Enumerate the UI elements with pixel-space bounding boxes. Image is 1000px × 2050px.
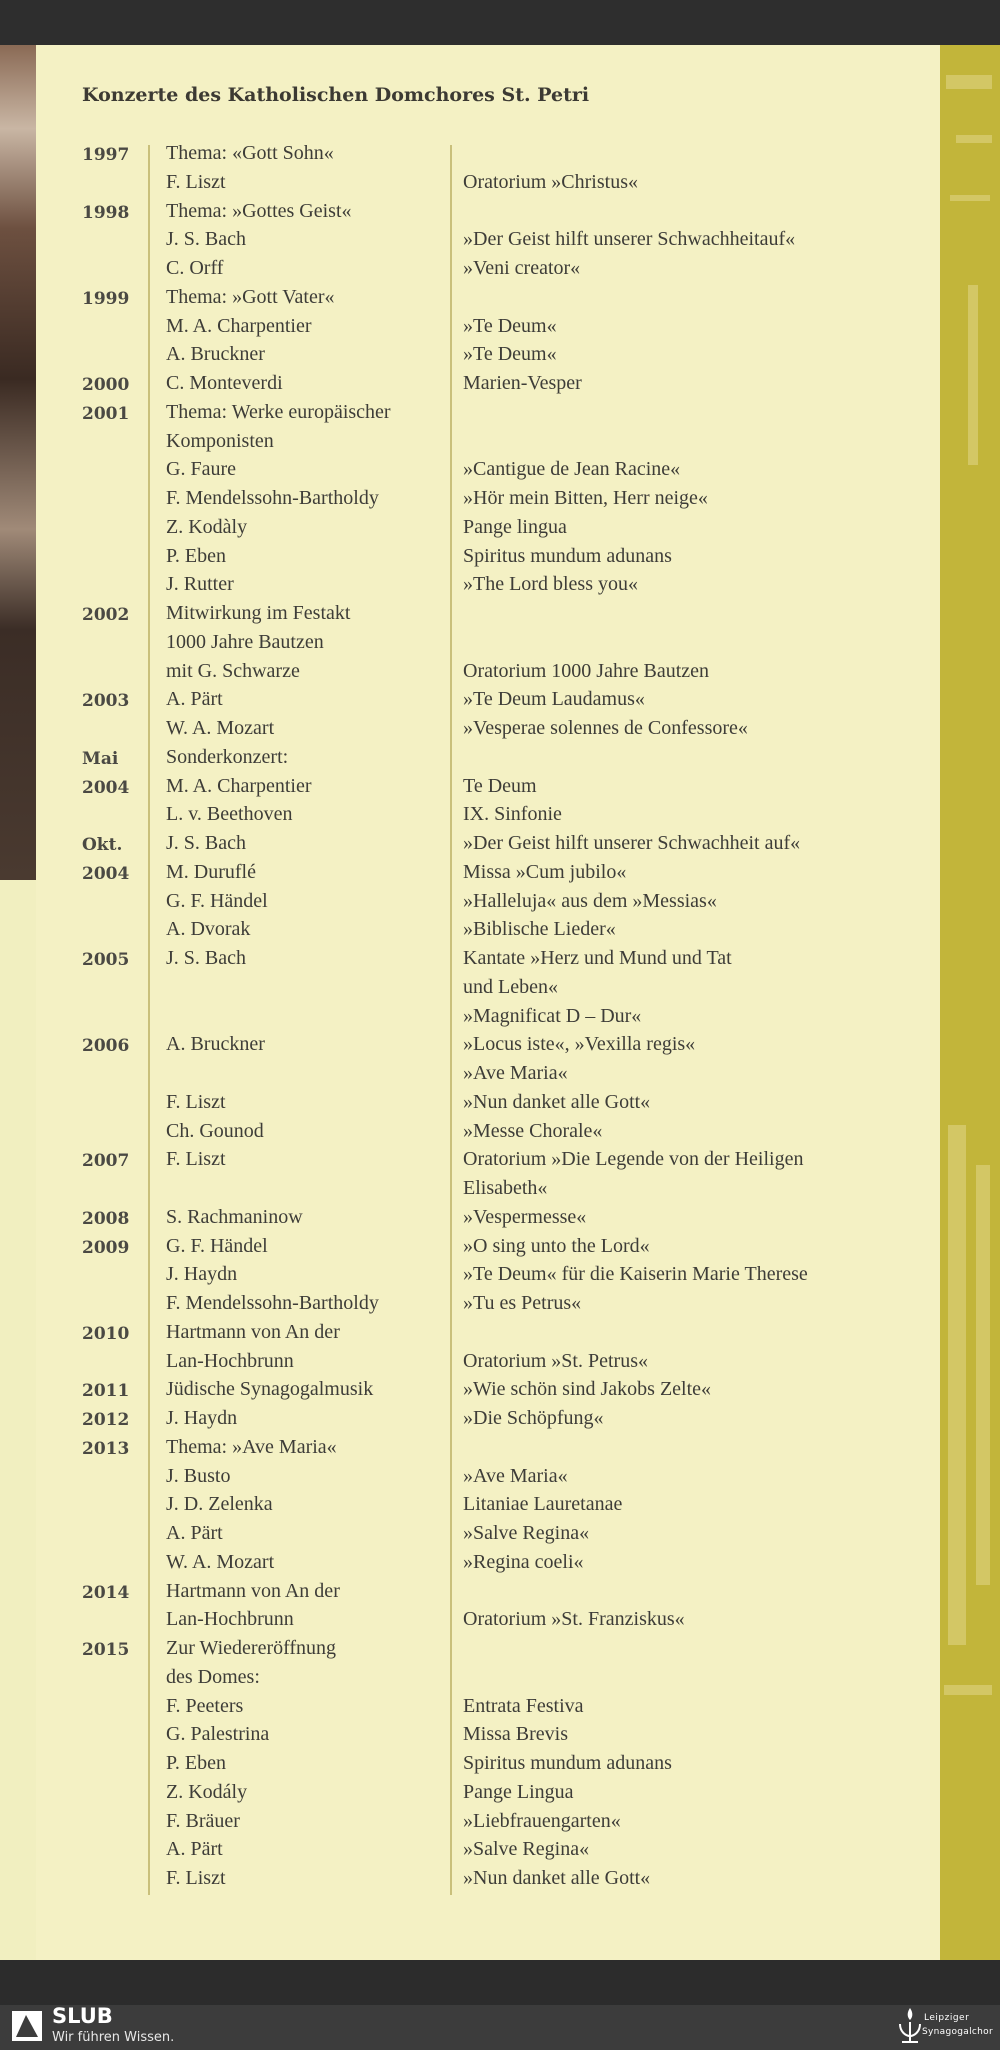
concert-composer: G. Palestrina	[166, 1723, 270, 1746]
concert-row	[0, 170, 940, 199]
concert-year: 1999	[82, 288, 130, 309]
concert-row	[0, 1435, 940, 1464]
menorah-flame-icon	[896, 2006, 924, 2044]
concert-row	[0, 1751, 940, 1780]
concert-composer: A. Pärt	[166, 1838, 223, 1861]
concert-composer: C. Monteverdi	[166, 372, 283, 394]
concert-work: »Vespermesse«	[463, 1205, 587, 1228]
concert-row	[0, 256, 940, 285]
concert-work: »Biblische Lieder«	[463, 918, 616, 941]
concert-list	[0, 141, 940, 1895]
concert-work: IX. Sinfonie	[463, 803, 562, 826]
concert-composer: Thema: »Gott Vater«	[166, 285, 335, 308]
partner-name-line2: Synagogalchor	[922, 2027, 993, 2037]
concert-composer: Lan-Hochbrunn	[166, 1608, 294, 1631]
concert-work: »Salve Regina«	[463, 1522, 590, 1544]
concert-work: »Regina coeli«	[463, 1550, 584, 1573]
concert-work: »Hör mein Bitten, Herr neige«	[463, 487, 708, 509]
concert-row	[0, 1234, 940, 1263]
concert-composer: W. A. Mozart	[166, 1550, 275, 1573]
concert-work: Oratorium 1000 Jahre Bautzen	[463, 659, 710, 682]
concert-year: 2011	[82, 1381, 130, 1402]
concert-row	[0, 659, 940, 688]
concert-row	[0, 544, 940, 573]
concert-row	[0, 429, 940, 458]
concert-composer: J. D. Zelenka	[166, 1493, 273, 1516]
concert-row	[0, 1176, 940, 1205]
concert-composer: F. Liszt	[166, 1148, 226, 1171]
concert-composer: J. Haydn	[166, 1407, 238, 1429]
scan-bottom-border	[0, 1960, 1000, 2005]
scan-top-border	[0, 0, 1000, 45]
concert-year: 2002	[82, 605, 130, 625]
concert-row	[0, 1607, 940, 1636]
concert-row	[0, 285, 940, 314]
concert-work: Pange lingua	[463, 515, 567, 538]
concert-composer: mit G. Schwarze	[166, 659, 300, 682]
concert-work: »Ave Maria«	[463, 1464, 568, 1487]
concert-work: Spiritus mundum adunans	[463, 544, 672, 567]
concert-row	[0, 1377, 940, 1406]
concert-work: Te Deum	[463, 774, 537, 797]
concert-composer: Thema: Werke europäischer	[166, 400, 391, 423]
concert-composer: Thema: »Gottes Geist«	[166, 199, 352, 222]
concert-row	[0, 1205, 940, 1234]
concert-row	[0, 1090, 940, 1119]
concert-row	[0, 1694, 940, 1723]
concert-composer: P. Eben	[166, 544, 226, 567]
concert-composer: Thema: »Ave Maria«	[166, 1435, 337, 1458]
concert-composer: G. F. Händel	[166, 889, 268, 912]
concert-composer: J. S. Bach	[166, 947, 246, 969]
concert-year: 2004	[82, 777, 130, 798]
concert-composer: Zur Wiedereröffnung	[166, 1637, 337, 1659]
concert-row	[0, 831, 940, 860]
concert-composer: Ch. Gounod	[166, 1119, 264, 1142]
concert-year: 2013	[82, 1438, 130, 1459]
concert-row	[0, 802, 940, 831]
concert-work: »Halleluja« aus dem »Messias«	[463, 889, 717, 912]
concert-row	[0, 745, 940, 774]
concert-composer: Lan-Hochbrunn	[166, 1349, 294, 1372]
concert-row	[0, 1722, 940, 1751]
concert-row	[0, 1521, 940, 1550]
concert-row	[0, 601, 940, 630]
concert-row	[0, 1636, 940, 1665]
concert-year: 2012	[82, 1410, 130, 1430]
concert-work: »The Lord bless you«	[463, 573, 638, 596]
concert-work: »Salve Regina«	[463, 1838, 590, 1861]
concert-row	[0, 486, 940, 515]
concert-composer: Komponisten	[166, 429, 274, 452]
concert-row	[0, 1780, 940, 1809]
concert-work: »Cantigue de Jean Racine«	[463, 458, 681, 481]
concert-year: 2014	[82, 1582, 130, 1603]
concert-row	[0, 572, 940, 601]
concert-composer: A. Dvorak	[166, 918, 251, 941]
concert-work: und Leben«	[463, 975, 558, 998]
concert-work: »Die Schöpfung«	[463, 1407, 604, 1429]
concert-composer: M. A. Charpentier	[166, 774, 312, 797]
concert-work: Entrata Festiva	[463, 1694, 584, 1717]
concert-year: 1997	[82, 145, 130, 165]
concert-row	[0, 141, 940, 170]
concert-work: »Der Geist hilft unserer Schwachheitauf«	[463, 228, 796, 251]
concert-composer: G. Faure	[166, 458, 236, 481]
partner-name-line1: Leipziger	[924, 2013, 970, 2023]
concert-row	[0, 1406, 940, 1435]
concert-row	[0, 457, 940, 486]
concert-year: 2001	[82, 403, 130, 424]
concert-composer: F. Bräuer	[166, 1809, 240, 1832]
concert-composer: A. Pärt	[166, 1522, 223, 1544]
concert-row	[0, 687, 940, 716]
concert-work: Pange Lingua	[463, 1780, 574, 1803]
concert-row	[0, 1809, 940, 1838]
concert-composer: Z. Kodály	[166, 1780, 248, 1803]
concert-composer: J. S. Bach	[166, 832, 246, 854]
concert-year: Mai	[82, 748, 119, 769]
concert-work: Missa »Cum jubilo«	[463, 860, 627, 883]
concert-composer: J. Rutter	[166, 573, 234, 596]
concert-work: Elisabeth«	[463, 1177, 548, 1199]
concert-row	[0, 1550, 940, 1579]
concert-row	[0, 314, 940, 343]
concert-composer: F. Peeters	[166, 1694, 244, 1717]
concert-row	[0, 1866, 940, 1895]
concert-row	[0, 1262, 940, 1291]
concert-row	[0, 889, 940, 918]
concert-composer: F. Mendelssohn-Bartholdy	[166, 487, 379, 509]
concert-row	[0, 975, 940, 1004]
concert-row	[0, 1119, 940, 1148]
concert-work: »Veni creator«	[463, 257, 581, 279]
concert-composer: L. v. Beethoven	[166, 803, 293, 826]
concert-work: »Messe Chorale«	[463, 1119, 603, 1142]
concert-work: »Te Deum«	[463, 314, 557, 337]
concert-row	[0, 1004, 940, 1033]
concert-work: »Der Geist hilft unserer Schwachheit auf«	[463, 832, 801, 854]
concert-work: Marien-Vesper	[463, 372, 582, 394]
concert-row	[0, 199, 940, 228]
concert-year: 2005	[82, 950, 130, 970]
concert-year: 1998	[82, 202, 130, 223]
concert-row	[0, 1147, 940, 1176]
concert-row	[0, 1837, 940, 1866]
concert-row	[0, 227, 940, 256]
concert-composer: Thema: «Gott Sohn«	[166, 142, 334, 164]
slub-logo-icon	[12, 2011, 42, 2041]
concert-work: »Nun danket alle Gott«	[463, 1090, 651, 1113]
concert-composer: M. Duruflé	[166, 860, 256, 883]
concert-composer: J. Haydn	[166, 1263, 238, 1286]
concert-composer: F. Mendelssohn-Bartholdy	[166, 1292, 379, 1314]
concert-work: »Locus iste«, »Vexilla regis«	[463, 1033, 696, 1056]
library-tagline: Wir führen Wissen.	[52, 2030, 175, 2045]
concert-composer: Z. Kodàly	[166, 515, 248, 538]
concert-work: »Wie schön sind Jakobs Zelte«	[463, 1378, 712, 1401]
concert-work: »Te Deum«	[463, 343, 557, 366]
concert-composer: Jüdische Synagogalmusik	[166, 1378, 374, 1401]
concert-work: »Te Deum Laudamus«	[463, 688, 645, 711]
document-title: Konzerte des Katholischen Domchores St. Petri	[82, 84, 590, 106]
concert-composer: A. Bruckner	[166, 1033, 265, 1056]
concert-work: »Liebfrauengarten«	[463, 1809, 621, 1832]
concert-year: 2004	[82, 863, 130, 884]
concert-work: Kantate »Herz und Mund und Tat	[463, 947, 732, 969]
concert-work: Missa Brevis	[463, 1723, 568, 1746]
concert-work: »Vesperae solennes de Confessore«	[463, 717, 748, 739]
concert-composer: Sonderkonzert:	[166, 745, 289, 768]
concert-year: 2000	[82, 375, 130, 395]
concert-composer: A. Pärt	[166, 688, 223, 711]
concert-row	[0, 860, 940, 889]
concert-year: 2008	[82, 1208, 130, 1229]
concert-composer: C. Orff	[166, 257, 224, 279]
concert-row	[0, 946, 940, 975]
concert-year: 2007	[82, 1151, 130, 1172]
olive-decor-strip	[940, 45, 1000, 1960]
concert-row	[0, 1665, 940, 1694]
concert-row	[0, 1032, 940, 1061]
concert-year: Okt.	[82, 835, 123, 855]
concert-year: 2010	[82, 1323, 130, 1344]
concert-work: »Te Deum« für die Kaiserin Marie Therese	[463, 1263, 808, 1286]
concert-work: Oratorium »St. Petrus«	[463, 1349, 648, 1372]
concert-year: 2003	[82, 691, 130, 712]
concert-work: Litaniae Lauretanae	[463, 1493, 623, 1516]
concert-row	[0, 515, 940, 544]
concert-composer: F. Liszt	[166, 170, 226, 193]
concert-composer: S. Rachmaninow	[166, 1205, 303, 1228]
concert-composer: J. Busto	[166, 1464, 231, 1487]
concert-composer: A. Bruckner	[166, 343, 265, 366]
concert-composer: J. S. Bach	[166, 228, 246, 251]
concert-row	[0, 1492, 940, 1521]
concert-row	[0, 1320, 940, 1349]
concert-composer: M. A. Charpentier	[166, 314, 312, 337]
concert-composer: F. Liszt	[166, 1867, 226, 1889]
concert-work: Oratorium »Die Legende von der Heiligen	[463, 1148, 804, 1171]
concert-work: »Tu es Petrus«	[463, 1292, 582, 1314]
concert-work: »Nun danket alle Gott«	[463, 1867, 651, 1889]
concert-row	[0, 1464, 940, 1493]
concert-work: Spiritus mundum adunans	[463, 1752, 672, 1774]
concert-row	[0, 1291, 940, 1320]
concert-year: 2009	[82, 1237, 130, 1258]
concert-composer: Mitwirkung im Festakt	[166, 602, 351, 624]
concert-work: »Magnificat D – Dur«	[463, 1004, 642, 1027]
concert-work: »Ave Maria«	[463, 1062, 568, 1084]
concert-row	[0, 342, 940, 371]
concert-composer: Hartmann von An der	[166, 1579, 340, 1602]
concert-row	[0, 400, 940, 429]
concert-work: Oratorium »Christus«	[463, 170, 638, 193]
concert-composer: 1000 Jahre Bautzen	[166, 630, 324, 653]
concert-work: Oratorium »St. Franziskus«	[463, 1608, 685, 1631]
concert-row	[0, 371, 940, 400]
concert-composer: des Domes:	[166, 1665, 260, 1688]
concert-row	[0, 774, 940, 803]
concert-year: 2006	[82, 1036, 130, 1057]
concert-row	[0, 716, 940, 745]
concert-composer: P. Eben	[166, 1752, 226, 1774]
concert-composer: Hartmann von An der	[166, 1320, 340, 1343]
concert-year: 2015	[82, 1640, 130, 1660]
concert-row	[0, 1579, 940, 1608]
concert-composer: W. A. Mozart	[166, 717, 275, 739]
concert-composer: G. F. Händel	[166, 1234, 268, 1257]
concert-row	[0, 917, 940, 946]
concert-row	[0, 1349, 940, 1378]
concert-work: »O sing unto the Lord«	[463, 1234, 650, 1257]
concert-row	[0, 630, 940, 659]
concert-row	[0, 1061, 940, 1090]
library-name: SLUB	[52, 2004, 113, 2028]
concert-composer: F. Liszt	[166, 1090, 226, 1113]
